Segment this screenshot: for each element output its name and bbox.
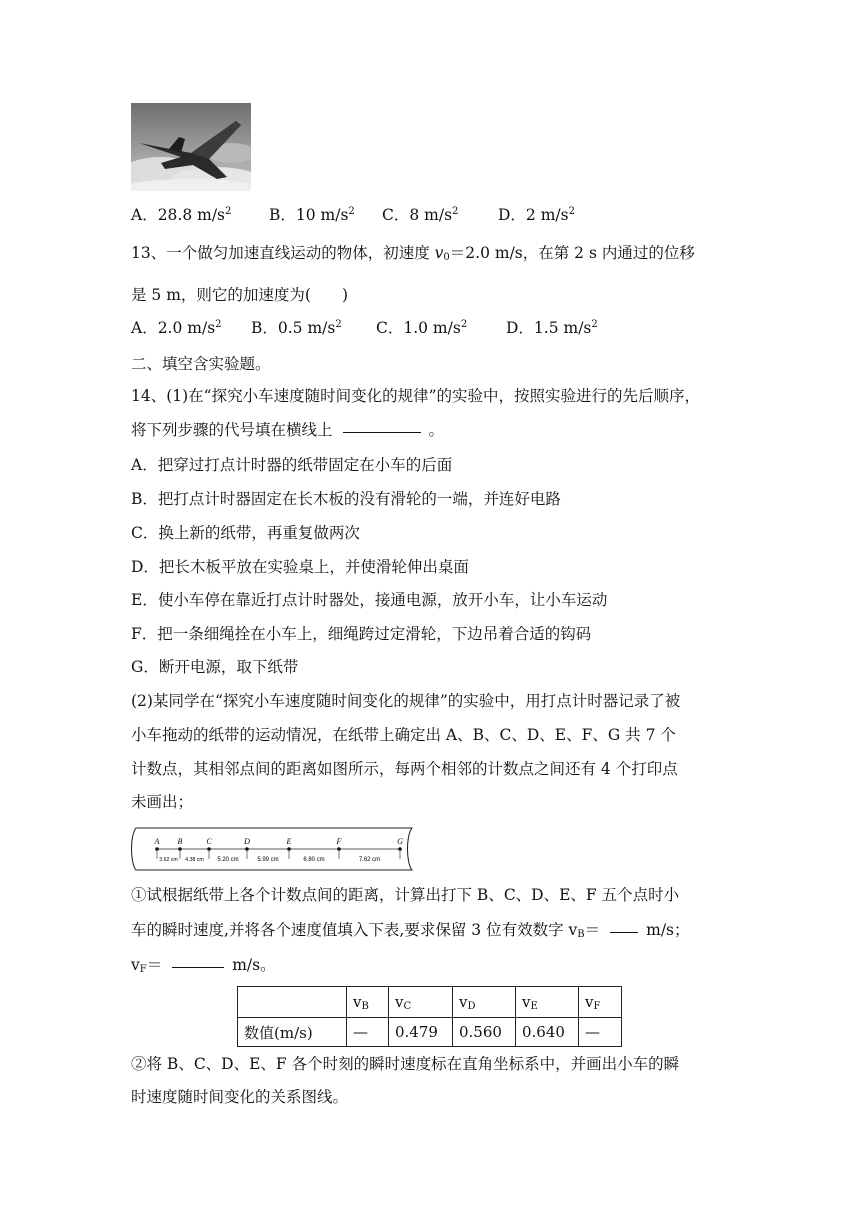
q14-part1-line2: 将下列步骤的代号填在横线上 。 — [131, 421, 445, 439]
cell-vd: 0.560 — [453, 1018, 516, 1047]
section-title: 二、填空含实验题。 — [131, 355, 271, 373]
header-vc: $v_C$ — [389, 987, 453, 1018]
q13-option-d: D．1.5 $m/s^2$ — [506, 319, 598, 337]
header-vf: $v_F$ — [579, 987, 622, 1018]
tape-distance-label: 3.62 cm — [159, 857, 178, 863]
paper-tape-figure — [130, 825, 418, 873]
q14-sub1-line1: ①试根据纸带上各个计数点间的距离，计算出打下 B、C、D、E、F 五个点时小 — [131, 886, 680, 904]
q12-option-b: B．10 $m/s^2$ — [269, 206, 355, 224]
q13-option-a: A．2.0 $m/s^2$ — [131, 319, 222, 337]
q13-options — [131, 318, 598, 338]
q14-sub1-line2: 车的瞬时速度,并将各个速度值填入下表,要求保留 3 位有效数字 $v_B=$ m/s； — [131, 921, 690, 940]
step-d: D．把长木板平放在实验桌上，并使滑轮伸出桌面 — [131, 558, 469, 576]
q13-option-c: C．1.0 $m/s^2$ — [376, 319, 468, 337]
cell-vb[interactable]: — — [347, 1018, 389, 1047]
tape-distance-label: 7.62 cm — [358, 857, 381, 863]
tape-point-label: G — [397, 837, 403, 846]
table-header-row — [238, 987, 622, 1018]
header-vb: $v_B$ — [347, 987, 389, 1018]
q14-part2-line4: 未画出； — [131, 793, 194, 811]
q12-option-c: C．8 $m/s^2$ — [382, 206, 459, 224]
cell-vc: 0.479 — [389, 1018, 453, 1047]
tape-distance-label: 5.99 cm — [257, 857, 279, 863]
q14-sub1-line3: $v_F=$ m/s。 — [131, 956, 276, 975]
step-c: C．换上新的纸带，再重复做两次 — [131, 524, 360, 542]
header-ve: $v_E$ — [516, 987, 579, 1018]
q13-option-b: B．0.5 $m/s^2$ — [251, 319, 342, 337]
cell-ve: 0.640 — [516, 1018, 579, 1047]
table-row — [238, 1018, 622, 1047]
q14-sub2-line2: 时速度随时间变化的关系图线。 — [131, 1088, 349, 1106]
q13-stem-line2: 是 5 m，则它的加速度为( ) — [131, 286, 349, 304]
q14-part2-line2: 小车拖动的纸带的运动情况，在纸带上确定出 A、B、C、D、E、F、G 共 7 个 — [131, 726, 676, 744]
q12-option-d: D．2 $m/s^2$ — [498, 206, 575, 224]
q14-part2-line3: 计数点，其相邻点间的距离如图所示，每两个相邻的计数点之间还有 4 个打印点 — [131, 760, 678, 778]
q14-sub2-line1: ②将 B、C、D、E、F 各个时刻的瞬时速度标在直角坐标系中，并画出小车的瞬 — [131, 1055, 680, 1073]
step-g: G．断开电源，取下纸带 — [131, 658, 299, 676]
step-e: E．使小车停在靠近打点计时器处，接通电源，放开小车，让小车运动 — [131, 591, 608, 609]
tape-distance-label: 4.38 cm — [185, 857, 204, 863]
q12-options — [131, 205, 575, 225]
tape-distance-label: 5.20 cm — [217, 857, 239, 863]
step-b: B．把打点计时器固定在长木板的没有滑轮的一端，并连好电路 — [131, 490, 561, 508]
tape-distance-label: 6.80 cm — [303, 857, 325, 863]
step-f: F．把一条细绳拴在小车上，细绳跨过定滑轮，下边吊着合适的钩码 — [131, 625, 592, 643]
cell-vf[interactable]: — — [579, 1018, 622, 1047]
row-label: 数值(m/s) — [238, 1018, 347, 1047]
tape-point-label: C — [206, 837, 212, 846]
tape-point-label: A — [154, 837, 160, 846]
tape-point-label: B — [177, 837, 183, 846]
fighter-jet-photo — [131, 103, 251, 191]
q13-stem-line1: 13、一个做匀加速直线运动的物体，初速度 $v_0=2.0$ m/s，在第 2 s 内通过的位移 — [131, 244, 695, 263]
q14-part1-line1: 14、(1)在“探究小车速度随时间变化的规律”的实验中，按照实验进行的先后顺序， — [131, 387, 701, 405]
tape-point-label: E — [286, 837, 292, 846]
q12-option-a: A．28.8 $m/s^2$ — [131, 206, 232, 224]
q14-part2-line1: (2)某同学在“探究小车速度随时间变化的规律”的实验中，用打点计时器记录了被 — [131, 692, 681, 710]
header-vd: $v_D$ — [453, 987, 516, 1018]
step-a: A．把穿过打点计时器的纸带固定在小车的后面 — [131, 456, 453, 474]
tape-point-label: F — [336, 837, 342, 846]
velocity-table — [237, 986, 622, 1047]
tape-point-label: D — [244, 837, 250, 846]
table-corner-cell — [238, 987, 347, 1018]
